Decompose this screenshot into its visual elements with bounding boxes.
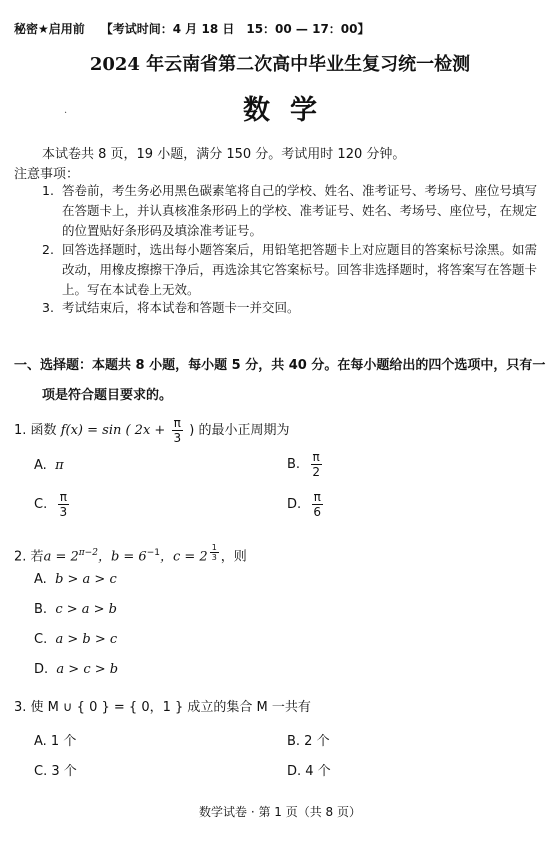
q3-option-a: A. 1 个 <box>34 734 77 749</box>
note-text: 回答选择题时，选出每小题答案后，用铅笔把答题卡上对应题目的答案标号涂黑。如需改动，用橡皮擦擦干净后，再选涂其它答案标号。回答非选择题时，将答案写在答题卡上。写在本试卷上无效。 <box>62 242 538 297</box>
note-text: 答卷前，考生务必用黑色碳素笔将自己的学校、姓名、准考证号、考场号、座位号填写在答题卡上，并认真核准条形码上的学校、准考证号、姓名、考场号、座位号，在规定的位置贴好条形码及填涂准考证号。 <box>62 183 538 238</box>
exam-title: 2024 年云南省第二次高中毕业生复习统一检测 <box>89 54 471 75</box>
q2-option-a: A. b > a > c <box>34 572 117 587</box>
subject-title: 数学 <box>243 95 337 126</box>
q3-option-b: B. 2 个 <box>287 734 330 749</box>
confidential-label: 秘密★启用前 <box>14 22 85 36</box>
option-a: A. π <box>34 458 64 473</box>
q2-option-b: B. c > a > b <box>34 602 117 617</box>
exam-time: 【考试时间：4 月 18 日 15：00 — 17：00】 <box>100 22 370 36</box>
question-1 <box>14 416 289 445</box>
fraction: $\frac{\pi}{3}$ <box>173 416 182 445</box>
note-number: 1. <box>42 183 54 198</box>
question-number: 1. <box>14 423 27 438</box>
note-number: 3. <box>42 300 54 315</box>
question-text: 函数 <box>30 423 57 438</box>
q2-option-c: C. a > b > c <box>34 632 118 647</box>
q3-option-d: D. 4 个 <box>287 764 331 779</box>
exam-header <box>14 20 370 37</box>
question-text: ) 的最小正周期为 <box>189 423 290 438</box>
question-2: 2. 若$a = 2^{\pi-2}$，$b = 6^{-1}$，c = 2 $^{\frac{1}{3}}$ ，则 <box>14 543 247 565</box>
q3-option-c: C. 3 个 <box>34 764 77 779</box>
scan-speck: · <box>64 108 68 119</box>
function-expression: f(x) = sin ( 2x + <box>60 423 166 438</box>
option-b: B. $\frac{\pi}{2}$ <box>287 450 320 479</box>
notes-heading: 注意事项： <box>14 167 80 182</box>
note-number: 2. <box>42 242 54 257</box>
section-heading: 一、选择题：本题共 8 小题，每小题 5 分，共 40 分。在每小题给出的四个选项中，只有一 <box>14 358 546 373</box>
q2-option-d: D. a > c > b <box>34 662 119 677</box>
question-text: 使 M ∪ { 0 } = { 0，1 } 成立的集合 M 一共有 <box>30 700 311 715</box>
option-c: C. $\frac{\pi}{3}$ <box>34 490 68 519</box>
page-footer: 数学试卷 · 第 1 页（共 8 页） <box>199 805 361 819</box>
exam-intro: 本试卷共 8 页，19 小题，满分 150 分。考试用时 120 分钟。 <box>42 147 406 162</box>
note-text: 考试结束后，将本试卷和答题卡一并交回。 <box>62 300 300 315</box>
question-3: 3. 使 M ∪ { 0 } = { 0，1 } 成立的集合 M 一共有 <box>14 700 311 715</box>
option-d: D. $\frac{\pi}{6}$ <box>287 490 322 519</box>
section-heading-cont: 项是符合题目要求的。 <box>42 388 173 403</box>
